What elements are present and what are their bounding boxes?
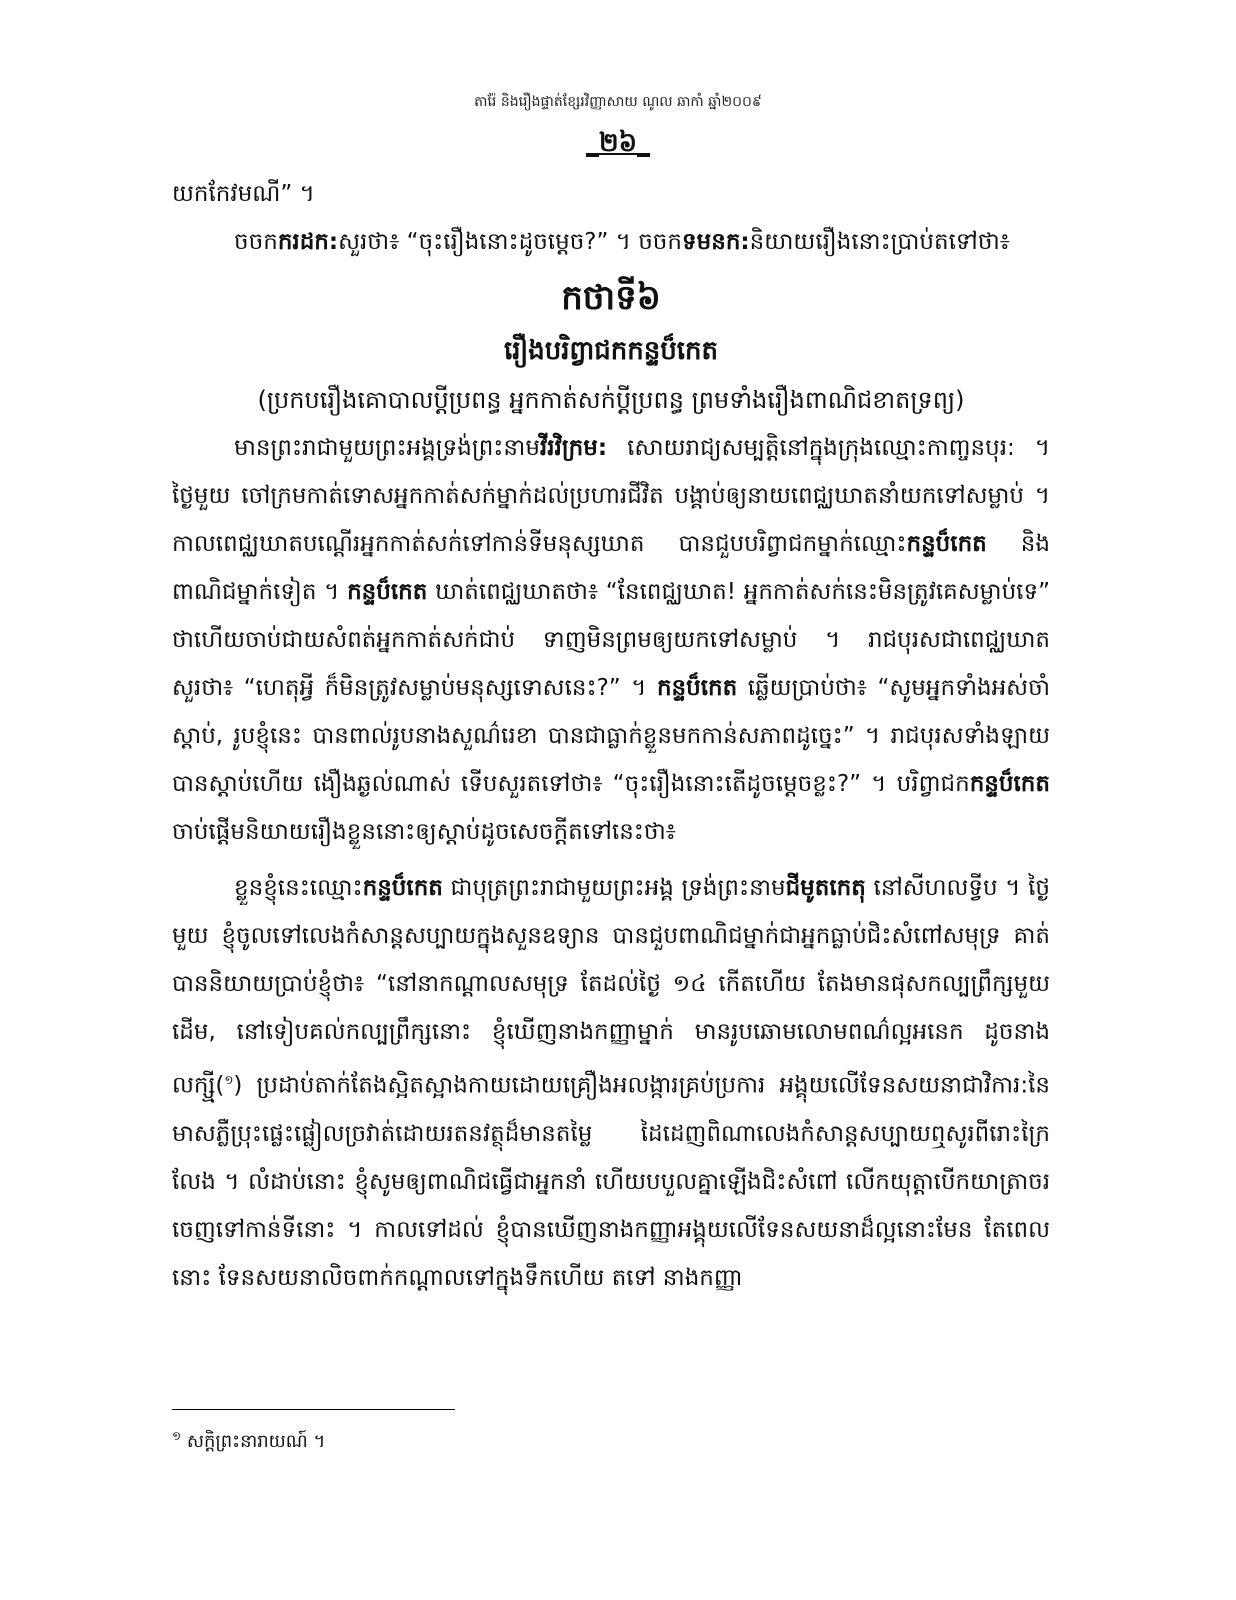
text-span: ឃាត់ពេជ្ឈឃាតថា៖ “នែពេជ្ឈឃាត! អ្នកកាត់សក់នេះមិនត្រូវគេសម្លាប់ទេ” ថាហើយចាប់ជាយសំពត់អ្នកកាត់សក់ជាប់ ទាញមិនព្រមឲ្យយកទៅសម្លាប់ ។ រាជបុរសជាពេជ្ឈឃាតសួរថា៖ “ហេតុអ្វី ក៏មិនត្រូវសម្លាប់មនុស្សទោសនេះ?” ។: [172, 579, 1050, 701]
story-note: (ប្រកបរឿងគោបាលប្តីប្រពន្ធ អ្នកកាត់សក់ប្តីប្រពន្ធ ព្រមទាំងរឿងពាណិជខាតទ្រព្យ): [257, 386, 965, 414]
page-number: _២៦_: [585, 128, 651, 158]
running-header: តារ៉ែ និងរឿងផ្ទាត់ខ្សែរវិញ្ញាសាយ ណូល ឆាកាំ ឆ្នាំ២០០៩: [474, 94, 762, 110]
text-span: ) ប្រដាប់តាក់តែងស្អិតស្អាងកាយដោយគ្រឿងអលង្ការគ្រប់ប្រការ អង្គុយលើទែនសយនាជាវិការ:នៃមាសភ្លឺប្រុះផ្លេះផ្លៀលច្រវាត់ដោយរតនវត្ថុដ៏មានតម្លៃ ដៃដេញពិណាលេងកំសាន្តសប្បាយឮសូរពីរោះក្រៃលែង ។ លំដាប់នោះ ខ្ញុំសូមឲ្យពាណិជធ្វើជាអ្នកនាំ ហើយបបួលគ្នាឡើងជិះសំពៅ លើកយុត្តាបើកយាត្រាចរចេញទៅកាន់ទីនោះ ។ កាលទៅដល់ ខ្ញុំបានឃើញនាងកញ្ញាអង្គុយលើទែនសយនាដ៏ល្អនោះមែន តែពេលនោះ ទែនសយនាលិចពាក់កណ្តាលទៅក្នុងទឹកហើយ តទៅ នាងកញ្ញា: [172, 1072, 1050, 1291]
text-span: ឆ្លើយប្រាប់ថា៖ “សូមអ្នកទាំងអស់ចាំស្តាប់, រូបខ្ញុំនេះ បានពាល់រូបនាងសួណ៌រេខា បានជាធ្លាក់ខ្លួនមកកាន់សភាពដូច្នេះ” ។ រាជបុរសទាំងឡាយបានស្តាប់ហើយ ងឿងឆ្ងល់ណាស់ ទើបសួរតទៅថា៖ “ចុះរឿងនោះតើដូចម្តេចខ្លះ?” ។ បរិព្វាជក: [172, 675, 1050, 797]
king-name: វីរវិក្រម:: [539, 435, 608, 461]
text-span: ចចក: [234, 229, 278, 255]
character-name: កន្ទប៏កេត: [347, 579, 428, 605]
character-name: ទមនក:: [682, 229, 750, 255]
character-name: កន្ទប៏កេត: [362, 875, 443, 901]
document-body: [172, 170, 1050, 1302]
text-span: សួរថា៖ “ចុះរឿងនោះដូចម្តេច?” ។ ចចក: [338, 229, 683, 255]
text-span: មានព្រះរាជាមួយព្រះអង្គទ្រង់ព្រះនាម: [234, 435, 540, 461]
footnote-marker: ១: [172, 1429, 182, 1443]
text-span: និយាយរឿងនោះប្រាប់តទៅថា៖: [749, 229, 1010, 255]
character-name: កន្ទប៏កេត: [906, 531, 987, 557]
text-span: សោយរាជ្យសម្បត្តិនៅក្នុងក្រុងឈ្មោះកាញ្ចនបុរ: ។ ថ្ងៃមួយ ចៅក្រមកាត់ទោសអ្នកកាត់សក់ម្នាក់ដល់ប្រហារជីវិត បង្គាប់ឲ្យនាយពេជ្ឈឃាតនាំយកទៅសម្លាប់ ។ កាលពេជ្ឈឃាតបណ្តើរអ្នកកាត់សក់ទៅកាន់ទីមនុស្សឃាត បានជួបបរិព្វាជកម្នាក់ឈ្មោះ: [172, 435, 1050, 557]
text-span: និងពាណិជម្នាក់ទៀត ។: [172, 531, 1050, 605]
character-name: កន្ទប៏កេត: [656, 675, 738, 701]
continuation-line: យកកែវមណី” ។: [172, 181, 315, 207]
footnote-divider: [172, 1409, 455, 1410]
story-title: កថាទី៦: [561, 278, 661, 318]
footnote: [172, 1428, 325, 1456]
character-name: កន្ទប៏កេត: [969, 771, 1050, 797]
king-name: ជីមូតកេតុ: [785, 875, 866, 901]
character-name: ករដក:: [277, 229, 339, 255]
text-span: ខ្លួនខ្ញុំនេះឈ្មោះ: [234, 875, 363, 901]
text-span: នៅសីហលទ្វីប ។ ថ្ងៃមួយ ខ្ញុំចូលទៅលេងកំសាន្តសប្បាយក្នុងសួនឧទ្យាន បានជួបពាណិជម្នាក់ជាអ្នកធ្លាប់ជិះសំពៅសមុទ្រ គាត់បាននិយាយប្រាប់ខ្ញុំថា៖ “នៅនាកណ្តាលសមុទ្រ តែដល់ថ្ងៃ ១៤ កើតហើយ តែងមានផុសកល្បព្រឹក្សមួយដើម, នៅទៀបគល់កល្បព្រឹក្សនោះ ខ្ញុំឃើញនាងកញ្ញាម្នាក់ មានរូបឆោមលោមពណ៌ល្អអនេក ដូចនាងលក្ស្មី(: [172, 875, 1050, 1099]
story-subtitle: រឿងបរិព្វាជកកន្ទប៏កេត: [503, 336, 719, 366]
paragraph: [172, 424, 1050, 856]
text-span: ជាបុត្រព្រះរាជាមួយព្រះអង្គ ទ្រង់ព្រះនាម: [442, 875, 786, 901]
paragraph: [172, 864, 1050, 1302]
text-span: ចាប់ផ្តើមនិយាយរឿងខ្លួននោះឲ្យស្តាប់ដូចសេចក្តីតទៅនេះថា៖: [172, 819, 676, 845]
dialogue-line: [172, 218, 1050, 266]
footnote-reference[interactable]: ១: [224, 1073, 234, 1087]
footnote-text: សក្តិព្រះនារាយណ៍ ។: [181, 1431, 326, 1452]
